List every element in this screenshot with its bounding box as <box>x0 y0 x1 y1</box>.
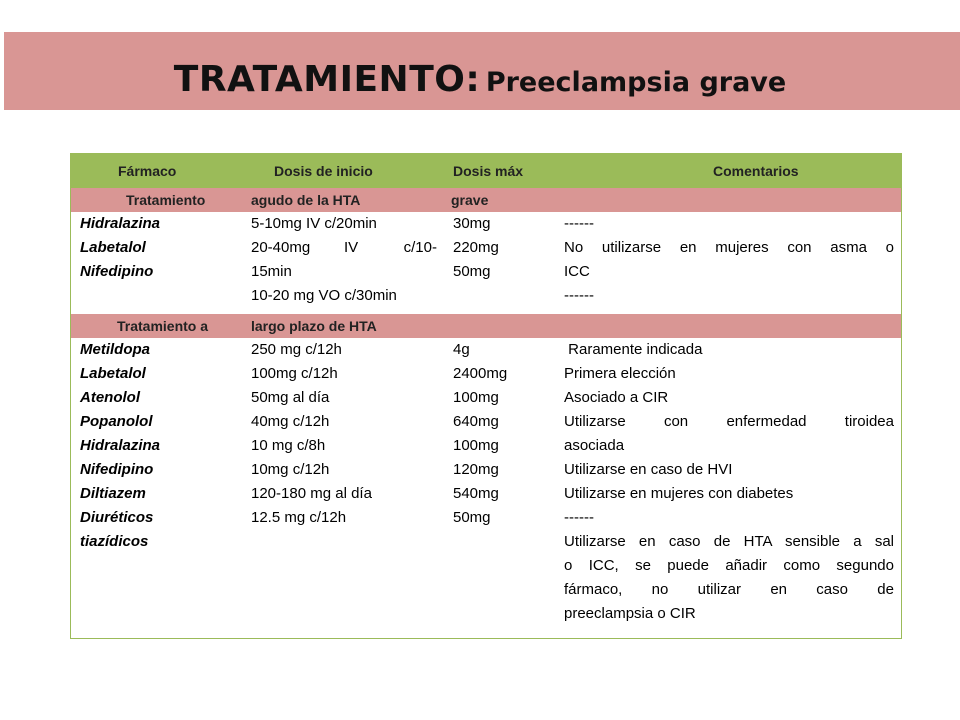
dose-start: 100mg c/12h <box>251 365 338 382</box>
section-acute-label-b: agudo de la HTA <box>251 192 361 208</box>
section-longterm-label-a: Tratamiento a <box>117 318 209 334</box>
drug-name: Nifedipino <box>80 461 154 478</box>
dose-start: 50mg al día <box>251 389 330 406</box>
section-acute-doses <box>251 212 437 308</box>
dose-start: 5-10mg IV c/20min <box>251 215 377 232</box>
dose-max: 4g <box>453 341 470 358</box>
page-title <box>0 30 960 136</box>
comment-line: ICC <box>564 263 590 280</box>
section-longterm-drugs <box>80 338 240 554</box>
title-main: TRATAMIENTO: <box>173 59 481 100</box>
dose-start: 10 mg c/8h <box>251 437 326 454</box>
comment-line: Raramente indicada <box>564 341 703 358</box>
comment-line: preeclampsia o CIR <box>564 605 696 622</box>
drug-name: Hidralazina <box>80 437 161 454</box>
section-acute-drugs <box>80 212 240 284</box>
section-longterm-comments <box>564 338 894 626</box>
section-longterm-label-b: largo plazo de HTA <box>251 318 377 334</box>
dose-max: 220mg <box>453 239 499 256</box>
header-comentarios: Comentarios <box>713 163 799 179</box>
drug-name: Diuréticos <box>80 509 154 526</box>
drug-name: Metildopa <box>80 341 150 358</box>
section-acute-row <box>71 188 901 212</box>
dose-start: 10-20 mg VO c/30min <box>251 287 397 304</box>
drug-name: Labetalol <box>80 239 146 256</box>
dose-word: 20-40mg <box>251 239 311 256</box>
drug-name: Popanolol <box>80 413 153 430</box>
drug-name: Diltiazem <box>80 485 146 502</box>
comment-line: Primera elección <box>564 365 676 382</box>
dose-start: 40mg c/12h <box>251 413 330 430</box>
treatment-table <box>70 153 902 639</box>
dose-max: 2400mg <box>453 365 508 382</box>
dose-max: 120mg <box>453 461 499 478</box>
section-longterm-doses <box>251 338 441 530</box>
dose-word: c/10- <box>403 239 437 256</box>
dose-max: 640mg <box>453 413 499 430</box>
dose-max: 50mg <box>453 509 491 526</box>
dose-max: 540mg <box>453 485 499 502</box>
comment-line: Asociado a CIR <box>564 389 669 406</box>
drug-name: tiazídicos <box>80 533 149 550</box>
drug-name: Labetalol <box>80 365 146 382</box>
dose-start: 120-180 mg al día <box>251 485 372 502</box>
dose-max: 30mg <box>453 215 491 232</box>
comment-line: Utilizarse con enfermedad tiroidea <box>564 413 894 430</box>
section-acute-label-c: grave <box>451 192 489 208</box>
section-acute-comments <box>564 212 894 308</box>
drug-name: Nifedipino <box>80 263 154 280</box>
comment-line: No utilizarse en mujeres con asma o <box>564 239 894 256</box>
dose-max: 100mg <box>453 437 499 454</box>
section-longterm-max <box>453 338 553 530</box>
comment-line: ------ <box>564 287 594 304</box>
comment-line: o ICC, se puede añadir como segundo <box>564 557 894 574</box>
dose-start: 10mg c/12h <box>251 461 330 478</box>
section-acute-label-a: Tratamiento <box>126 192 206 208</box>
comment-line: fármaco, no utilizar en caso de <box>564 581 894 598</box>
dose-start: 250 mg c/12h <box>251 341 342 358</box>
dose-word: IV <box>344 239 359 256</box>
drug-name: Atenolol <box>80 389 140 406</box>
comment-line: Utilizarse en mujeres con diabetes <box>564 485 794 502</box>
dose-max: 50mg <box>453 263 491 280</box>
comment-line: ------ <box>564 215 594 232</box>
header-dosis-inicio: Dosis de inicio <box>274 163 373 179</box>
dose-start: 15min <box>251 263 292 280</box>
dose-max: 100mg <box>453 389 499 406</box>
dose-start: 12.5 mg c/12h <box>251 509 347 526</box>
dose-start-justified <box>251 236 437 260</box>
comment-line: Utilizarse en caso de HTA sensible a sal <box>564 533 894 550</box>
header-dosis-max: Dosis máx <box>453 163 524 179</box>
section-longterm-row <box>71 314 901 338</box>
drug-name: Hidralazina <box>80 215 161 232</box>
comment-line: ------ <box>564 509 594 526</box>
table-header <box>71 154 901 188</box>
comment-line: Utilizarse en caso de HVI <box>564 461 733 478</box>
section-acute-max <box>453 212 553 284</box>
comment-line: asociada <box>564 437 625 454</box>
title-sub: Preeclampsia grave <box>485 67 787 98</box>
header-farmaco: Fármaco <box>118 163 177 179</box>
